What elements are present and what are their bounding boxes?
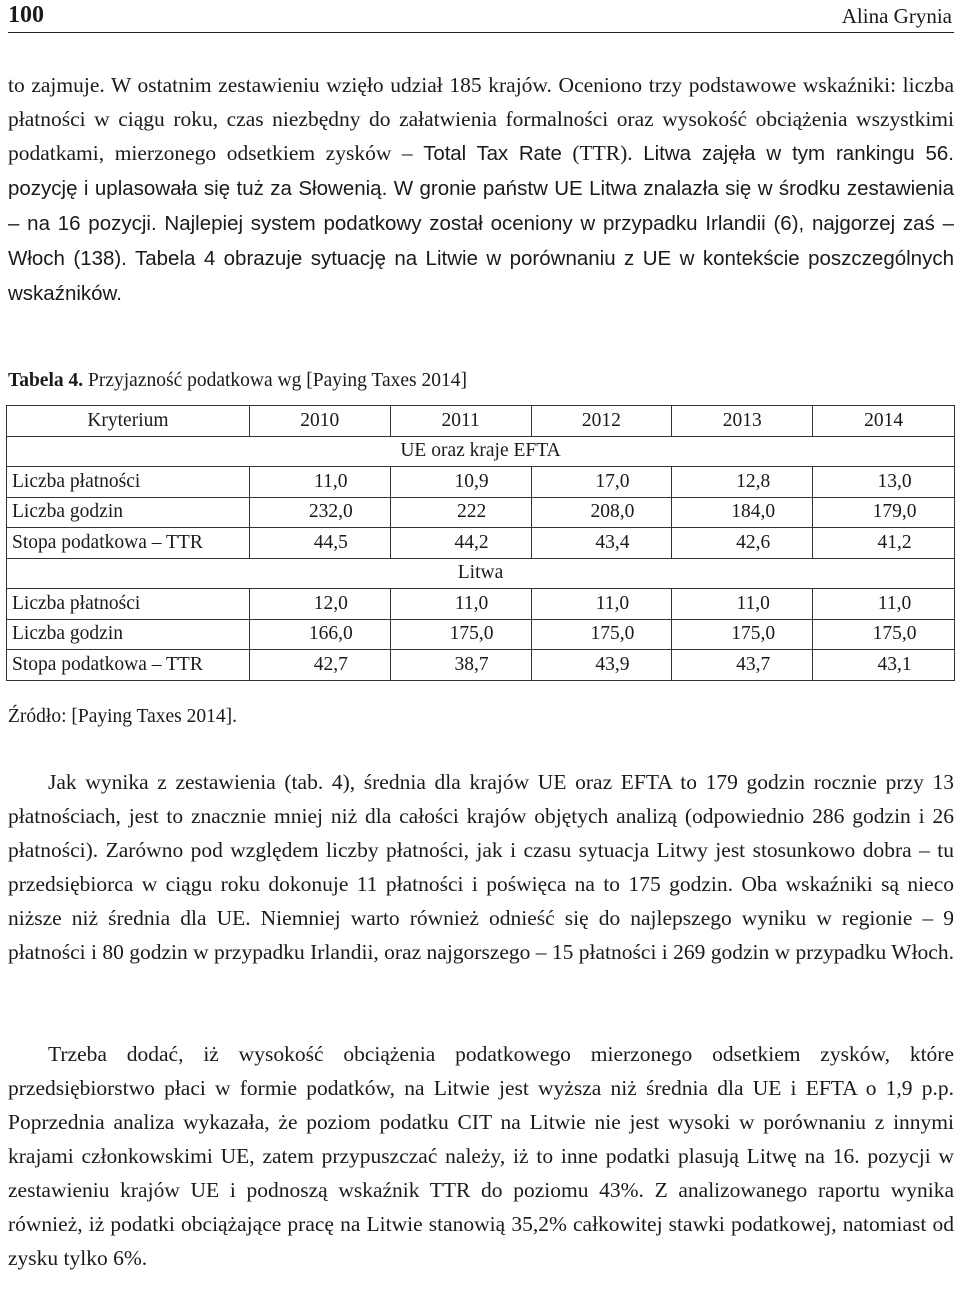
value-cell: 184,0 xyxy=(672,497,813,528)
value-cell: 13,0 xyxy=(813,467,955,498)
criterion-cell: Stopa podatkowa – TTR xyxy=(7,528,250,559)
column-header: Kryterium xyxy=(7,406,250,437)
value-cell: 17,0 xyxy=(531,467,672,498)
value-cell: 44,5 xyxy=(249,528,390,559)
value-cell: 179,0 xyxy=(813,497,955,528)
table-row xyxy=(7,619,955,650)
column-header: 2011 xyxy=(390,406,531,437)
value-cell: 43,1 xyxy=(813,650,955,681)
value-cell: 175,0 xyxy=(531,619,672,650)
group-header-row xyxy=(7,436,955,467)
table-row xyxy=(7,497,955,528)
table-row xyxy=(7,467,955,498)
body-paragraph: Jak wynika z zestawienia (tab. 4), średnia dla krajów UE oraz EFTA to 179 godzin rocznie przy 13 płatnościach, jest to znacznie mniej niż dla całości krajów objętych analizą (odpowiednio 286 godzin i 26 płatności). Zarówno pod względem liczby płatności, jak i czasu sytuacja Litwy jest stosunkowo dobra – tu przedsiębiorca w ciągu roku dokonuje 11 płatności i poświęca na to 175 godzin. Oba wskaźniki są nieco niższe niż średnia dla UE. Niemniej warto również odnieść się do najlepszego wyniku w regionie – 9 płatności i 80 godzin w przypadku Irlandii, oraz najgorszego – 15 płatności i 269 godzin w przypadku Włoch. xyxy=(8,770,954,964)
value-cell: 11,0 xyxy=(672,589,813,620)
column-header: 2014 xyxy=(813,406,955,437)
table-row xyxy=(7,528,955,559)
table-row xyxy=(7,589,955,620)
body-paragraph: Trzeba dodać, iż wysokość obciążenia podatkowego mierzonego odsetkiem zysków, które przedsiębiorstwo płaci w formie podatków, na Litwie jest wyższa niż średnia dla UE i EFTA o 1,9 p.p. Poprzednia analiza wykazała, że poziom podatku CIT na Litwie nie jest wysoki w porównaniu z innymi krajami członkowskimi UE, zatem przypuszczać należy, iż to inne podatki plasują Litwę na 16. pozycji w zestawieniu krajów UE i podnoszą wskaźnik TTR do poziomu 43%. Z analizowanego raportu wynika również, iż podatki obciążające pracę na Litwie stanowią 35,2% całkowitej stawki podatkowej, natomiast od zysku tylko 6%. xyxy=(8,1042,954,1270)
table-source-note: Źródło: [Paying Taxes 2014]. xyxy=(8,706,237,727)
intro-run-4: Litwa zajęła w tym rankingu 56. pozycję i uplasowała się tuż za Słowenią. W gronie państw UE Litwa znalazła się w środku zestawienia – na 16 pozycji. Najlepiej system podatkowy został oceniony w przypadku Irlandii (6), najgorzej zaś – Włoch (138). Tabela 4 obrazuje sytuację na Litwie w porównaniu z UE w kontekście poszczególnych wskaźników. xyxy=(8,142,954,305)
value-cell: 175,0 xyxy=(672,619,813,650)
value-cell: 12,0 xyxy=(249,589,390,620)
criterion-cell: Liczba płatności xyxy=(7,467,250,498)
tax-friendliness-table xyxy=(6,405,955,681)
value-cell: 166,0 xyxy=(249,619,390,650)
table-caption-text: Przyjazność podatkowa wg [Paying Taxes 2014] xyxy=(83,370,467,391)
criterion-cell: Stopa podatkowa – TTR xyxy=(7,650,250,681)
group-title: Litwa xyxy=(7,558,955,589)
value-cell: 11,0 xyxy=(249,467,390,498)
table-caption-label: Tabela 4. xyxy=(8,370,84,391)
value-cell: 42,6 xyxy=(672,528,813,559)
criterion-cell: Liczba godzin xyxy=(7,497,250,528)
page-number: 100 xyxy=(8,2,44,28)
column-header: 2012 xyxy=(531,406,672,437)
table-caption xyxy=(8,368,467,394)
table-row xyxy=(7,650,955,681)
value-cell: 11,0 xyxy=(813,589,955,620)
page-header xyxy=(8,0,954,33)
group-title: UE oraz kraje EFTA xyxy=(7,436,955,467)
value-cell: 12,8 xyxy=(672,467,813,498)
value-cell: 42,7 xyxy=(249,650,390,681)
value-cell: 175,0 xyxy=(813,619,955,650)
column-header: 2010 xyxy=(249,406,390,437)
intro-paragraph xyxy=(8,68,954,311)
value-cell: 10,9 xyxy=(390,467,531,498)
group-header-row xyxy=(7,558,955,589)
intro-run-2: Total Tax Rate xyxy=(423,142,562,165)
intro-run-1: to zajmuje. W ostatnim zestawieniu wzięło udział 185 krajów. Oceniono trzy podstawowe wskaźniki: liczba płatności w ciągu roku, czas niezbędny do załatwienia formalności oraz wysokość obciążenia wszystkimi podatkami, mierzonego odsetkiem zysków – xyxy=(8,73,954,165)
value-cell: 41,2 xyxy=(813,528,955,559)
value-cell: 38,7 xyxy=(390,650,531,681)
column-header: 2013 xyxy=(672,406,813,437)
value-cell: 43,7 xyxy=(672,650,813,681)
value-cell: 11,0 xyxy=(390,589,531,620)
criterion-cell: Liczba płatności xyxy=(7,589,250,620)
table-header-row xyxy=(7,406,955,437)
value-cell: 232,0 xyxy=(249,497,390,528)
value-cell: 11,0 xyxy=(531,589,672,620)
value-cell: 43,9 xyxy=(531,650,672,681)
value-cell: 43,4 xyxy=(531,528,672,559)
value-cell: 222 xyxy=(390,497,531,528)
value-cell: 175,0 xyxy=(390,619,531,650)
value-cell: 44,2 xyxy=(390,528,531,559)
value-cell: 208,0 xyxy=(531,497,672,528)
running-head-author: Alina Grynia xyxy=(841,4,952,28)
criterion-cell: Liczba godzin xyxy=(7,619,250,650)
intro-run-3: (TTR). xyxy=(561,141,644,165)
